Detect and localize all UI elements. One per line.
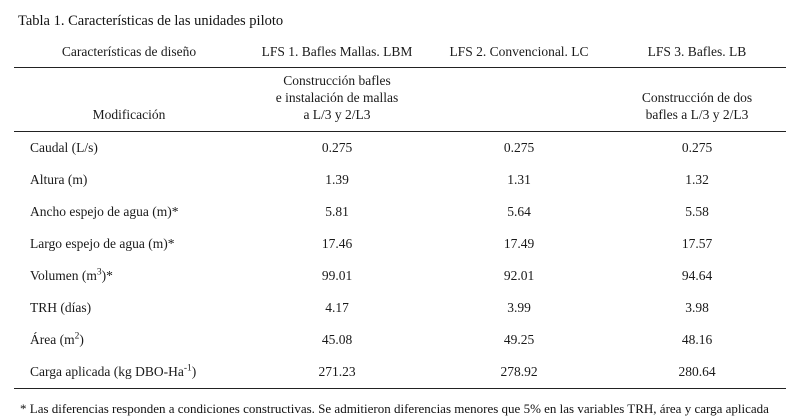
row-value: 0.275 — [244, 132, 430, 165]
table-row — [14, 164, 786, 196]
row-label: Altura (m) — [30, 172, 88, 187]
table-row — [14, 324, 786, 356]
table-footnote: * Las diferencias responden a condiciones constructivas. Se admitieron diferencias menores que 5% en las variables TRH, área y carga aplicada — [20, 401, 769, 416]
row-value: 4.17 — [325, 300, 349, 315]
row-label: Ancho espejo de agua (m)* — [30, 204, 179, 219]
row-value: 5.58 — [685, 204, 709, 219]
row-value: 271.23 — [244, 356, 430, 389]
table-row — [14, 292, 786, 324]
column-header-1: LFS 1. Bafles Mallas. LBM — [261, 44, 413, 59]
row-value: 278.92 — [430, 356, 608, 389]
row-value: 45.08 — [321, 332, 353, 347]
row-label: Área $(m^2)$ — [30, 331, 84, 347]
row-label: Carga aplicada (kg DBO-$Ha^{-1}$) — [14, 356, 244, 389]
modification-row — [14, 68, 786, 132]
table-header — [14, 38, 786, 132]
row-label: TRH (días) — [30, 300, 92, 315]
row-value: 17.46 — [321, 236, 353, 251]
table-caption: Tabla 1. Características de las unidades piloto — [18, 13, 284, 29]
table-row — [14, 356, 786, 389]
row-label: Largo espejo de agua (m)* — [30, 236, 175, 251]
pilot-units-table — [14, 38, 786, 389]
table-row — [14, 132, 786, 165]
table-row — [14, 260, 786, 292]
row-value: 5.81 — [325, 204, 349, 219]
row-value: 94.64 — [681, 268, 713, 283]
row-label: Volumen $(m^3)*$ — [30, 267, 113, 283]
row-value: 17.57 — [681, 236, 713, 251]
column-header-3: LFS 3. Bafles. LB — [647, 44, 747, 59]
column-header-2: LFS 2. Convencional. LC — [449, 44, 589, 59]
row-value: 92.01 — [503, 268, 535, 283]
row-value: 3.98 — [685, 300, 709, 315]
row-value: 49.25 — [503, 332, 535, 347]
row-value: 1.31 — [507, 172, 531, 187]
row-label: Caudal (L/s) — [14, 132, 244, 165]
row-value: 17.49 — [503, 236, 535, 251]
column-header-0: Características de diseño — [61, 44, 197, 59]
row-value: 99.01 — [321, 268, 353, 283]
row-value: 280.64 — [608, 356, 786, 389]
row-value: 0.275 — [608, 132, 786, 165]
row-value: 0.275 — [430, 132, 608, 165]
modification-cell-3: Construcción de dos bafles a L/3 y 2/L3 — [608, 68, 786, 132]
modification-cell-2 — [430, 68, 608, 132]
row-value: 48.16 — [681, 332, 713, 347]
row-value: 1.39 — [325, 172, 349, 187]
row-value: 1.32 — [685, 172, 709, 187]
row-value: 5.64 — [507, 204, 531, 219]
table-row — [14, 196, 786, 228]
modification-label: Modificación — [14, 68, 244, 132]
modification-cell-1: Construcción bafles e instalación de mallas a L/3 y 2/L3 — [244, 68, 430, 132]
row-value: 3.99 — [507, 300, 531, 315]
table-body — [14, 132, 786, 389]
table-row — [14, 228, 786, 260]
table-header-row — [14, 38, 786, 68]
